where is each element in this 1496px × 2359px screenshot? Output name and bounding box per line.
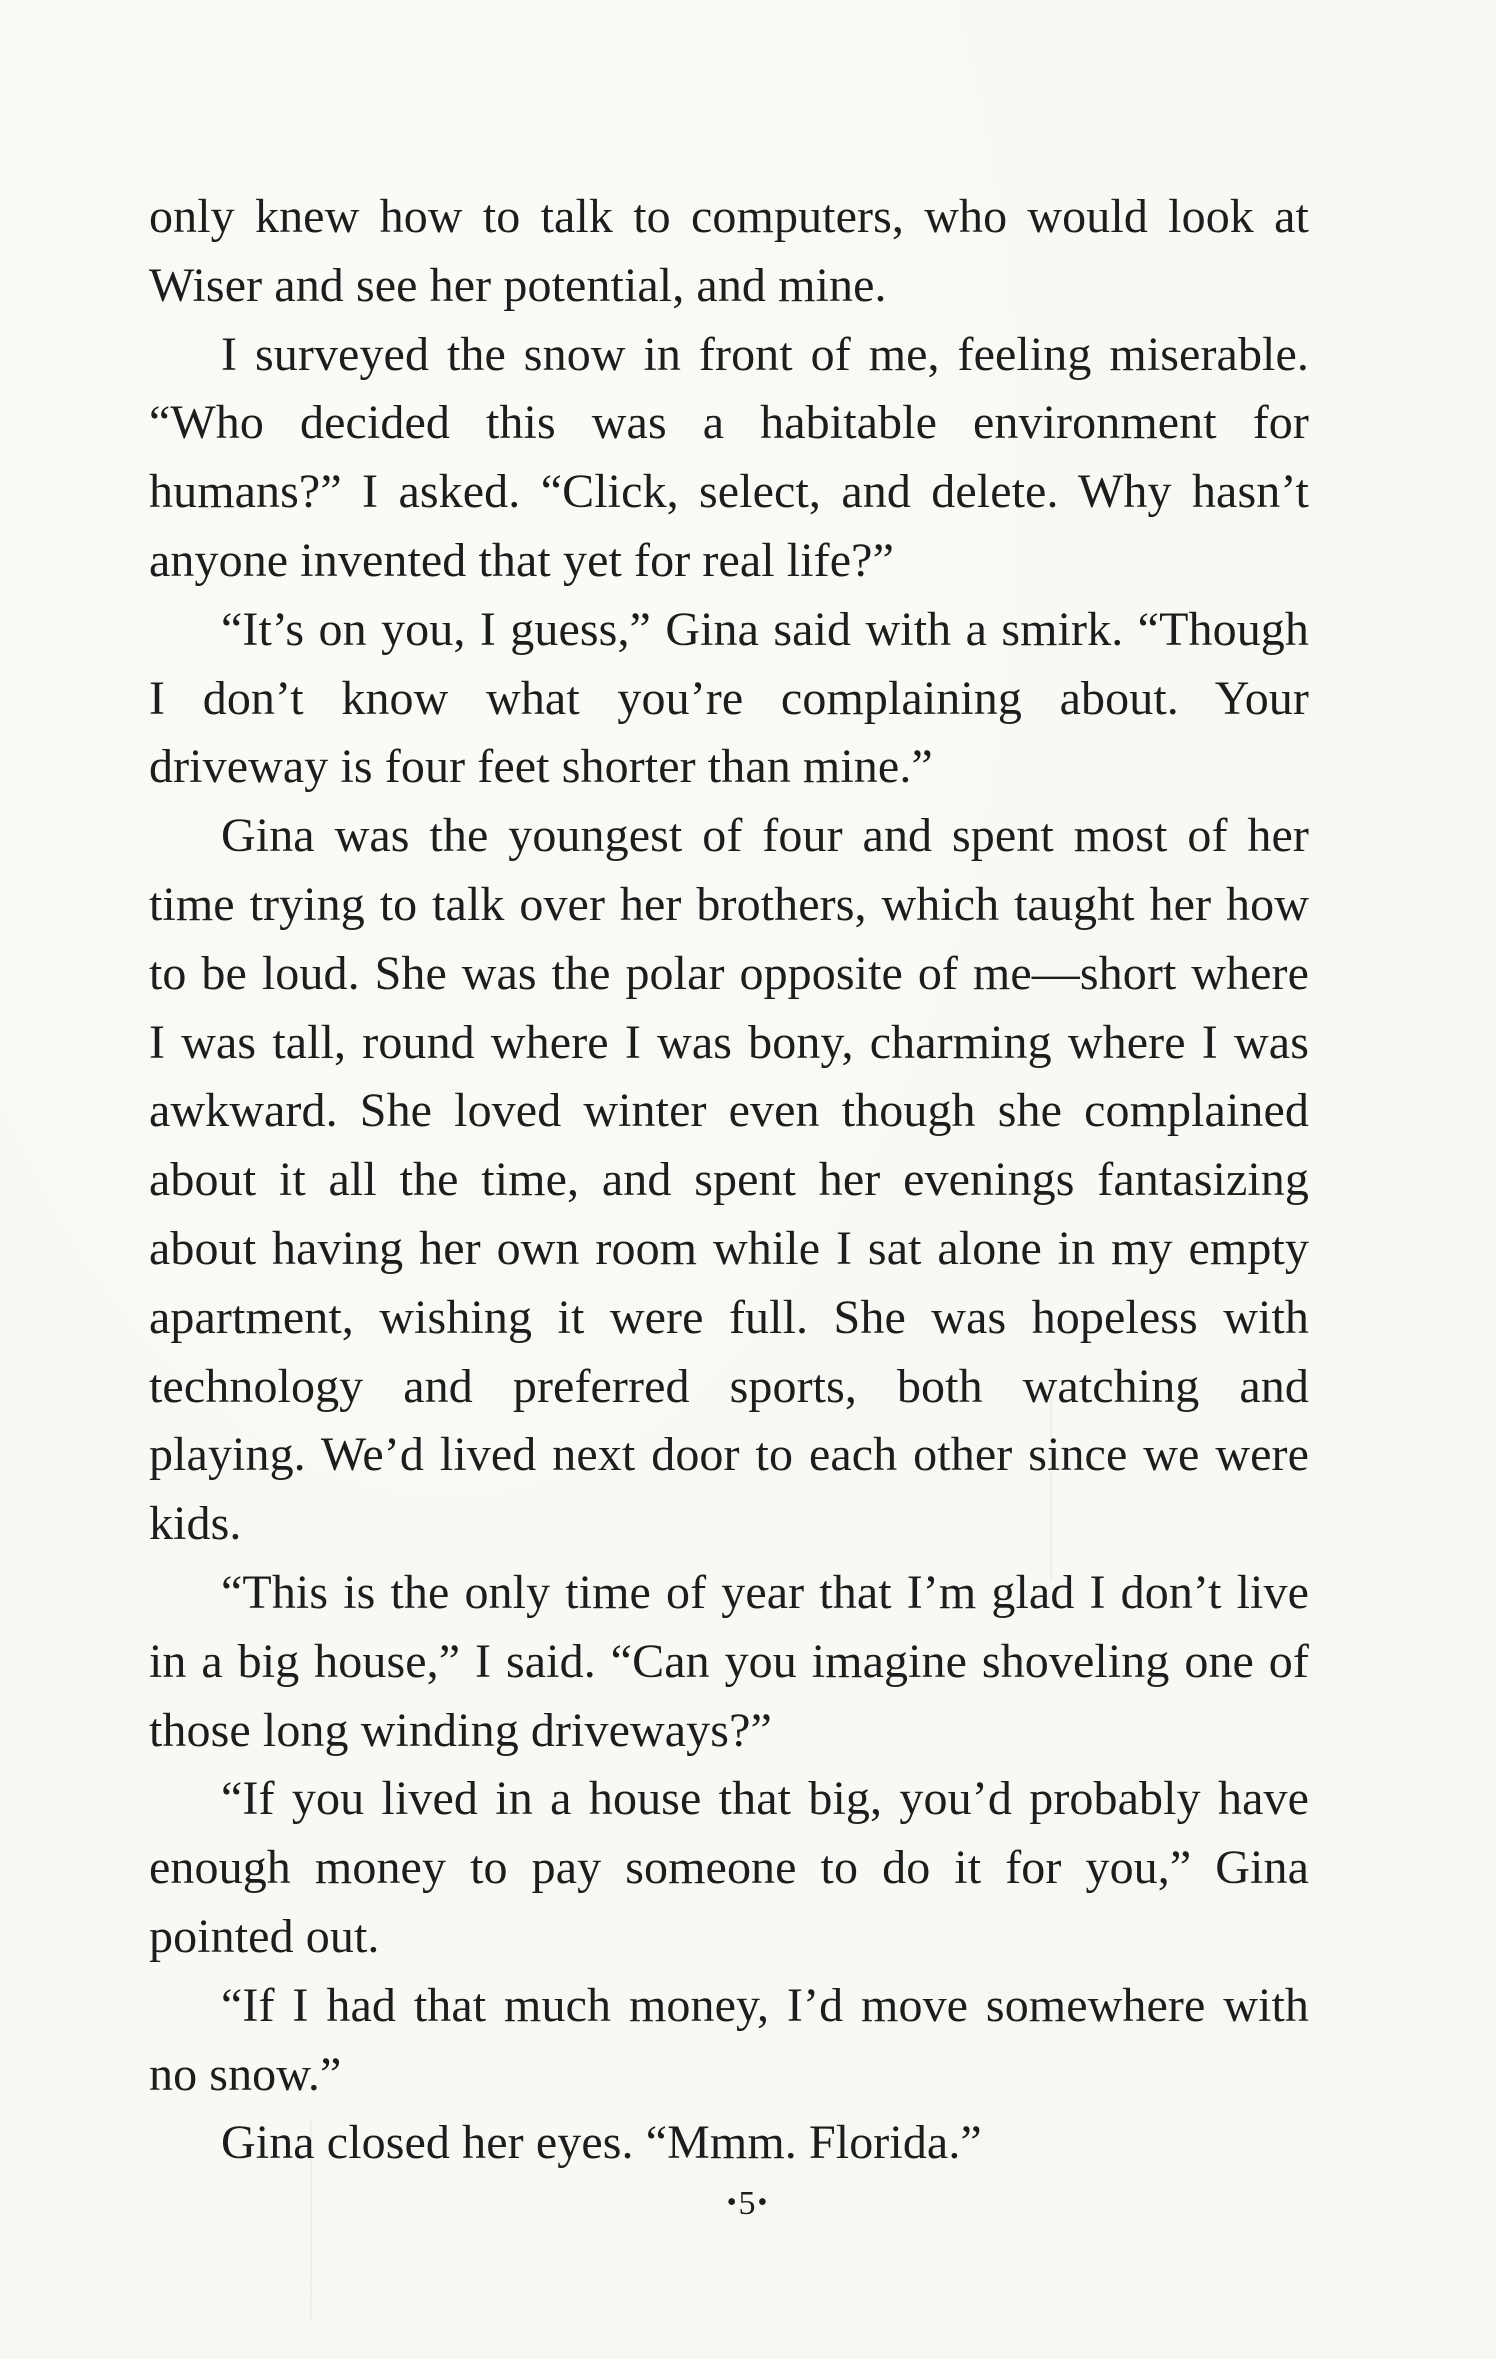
paragraph: Gina was the youngest of four and spent most of her time trying to talk over her brothers, which taught her how to be loud. She was the polar opposite of me—short where I was tall, round where I was bony, charming where I was awkward. She loved winter even though she complained about it all the time, and spent her evenings fantasizing about having her own room while I sat alone in my empty apartment, wishing it were full. She was hopeless with technology and preferred sports, both watching and playing. We’d lived next door to each other since we were kids. <box>149 809 1309 1551</box>
paragraph: only knew how to talk to computers, who would look at Wiser and see her potential, and mine. <box>149 190 1309 312</box>
page-number-dot-left: • <box>726 2187 739 2219</box>
page-number <box>0 2185 1496 2223</box>
paragraph: “It’s on you, I guess,” Gina said with a smirk. “Though I don’t know what you’re complaining about. Your driveway is four feet shorter than mine.” <box>149 602 1309 794</box>
body-text <box>149 183 1309 2178</box>
paragraph: “If I had that much money, I’d move somewhere with no snow.” <box>149 1978 1309 2101</box>
paragraph: Gina closed her eyes. “Mmm. Florida.” <box>221 2116 982 2170</box>
paragraph: “This is the only time of year that I’m glad I don’t live in a big house,” I said. “Can you imagine shoveling one of those long winding driveways?” <box>149 1565 1309 1757</box>
page-number-dot-right: • <box>757 2187 770 2219</box>
paragraph: I surveyed the snow in front of me, feeling miserable. “Who decided this was a habitable environment for humans?” I asked. “Click, select, and delete. Why hasn’t anyone invented that yet for real life?” <box>149 327 1309 587</box>
paragraph: “If you lived in a house that big, you’d probably have enough money to pay someone to do it for you,” Gina pointed out. <box>149 1772 1309 1963</box>
page-number-value: 5 <box>738 2185 758 2222</box>
